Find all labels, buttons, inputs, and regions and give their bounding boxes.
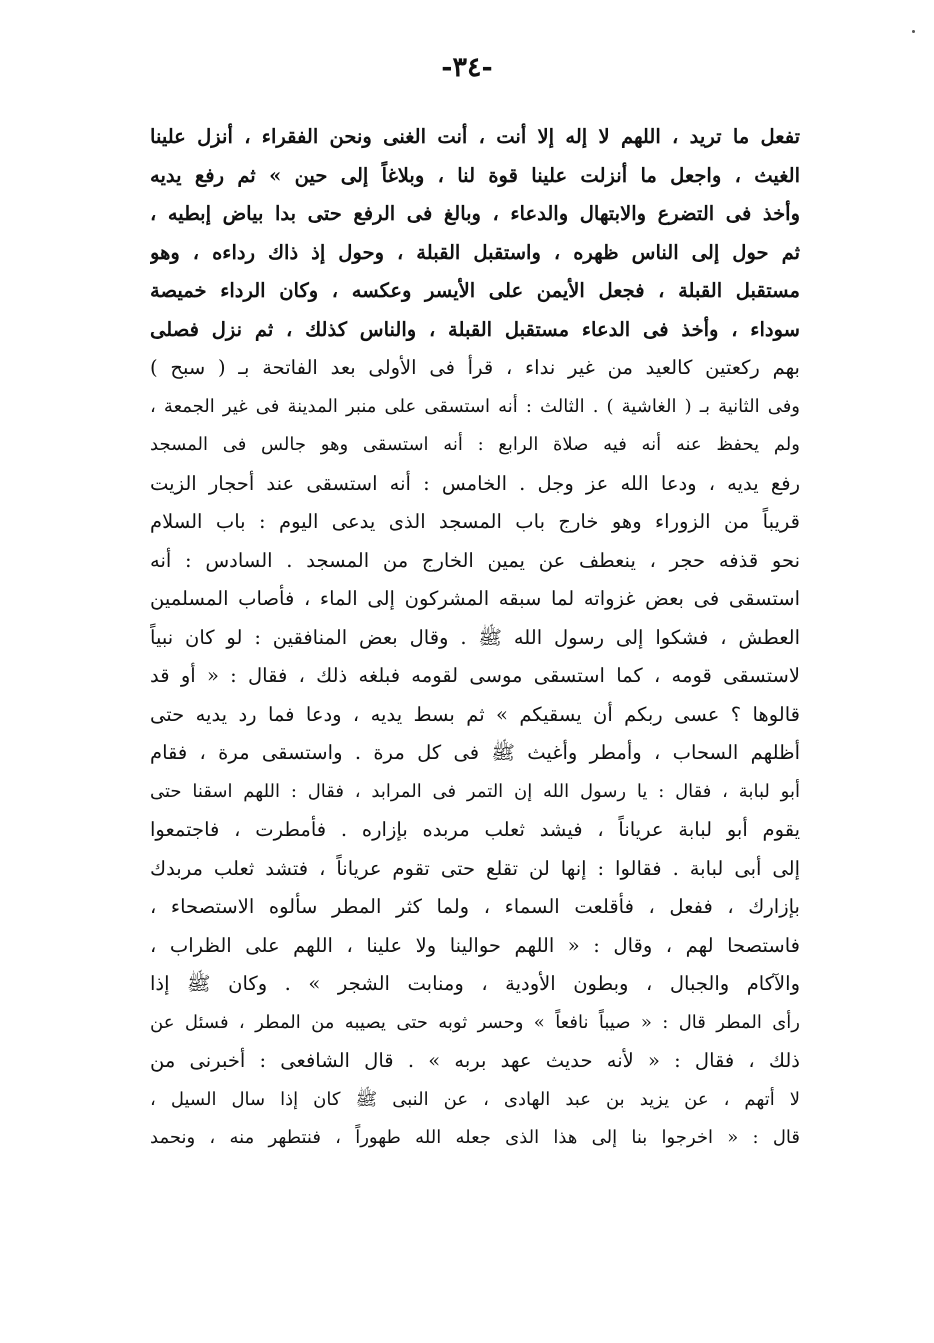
text-line: ثم حول إلى الناس ظهره ، واستقبل القبلة ، وحول إذ ذاك رداءه ، وهو bbox=[150, 240, 800, 264]
text-line: وفى الثانية بـ ( الغاشية ) . الثالث : أنه استسقى على منبر المدينة فى غير الجمعة ، bbox=[150, 395, 800, 417]
body-text bbox=[150, 118, 800, 1158]
text-line: استسقى فى بعض غزواته لما سبقه المشركون إلى الماء ، فأصاب المسلمين bbox=[150, 587, 800, 610]
text-line: أظلهم السحاب ، وأمطر وأغيث ﷺ فى كل مرة . واستسقى مرة ، فقام bbox=[150, 741, 800, 764]
text-line: لا أتهم ، عن يزيد بن عبد الهادى ، عن النبى ﷺ كان إذا سال السيل ، bbox=[150, 1088, 800, 1110]
text-line: سوداء ، وأخذ فى الدعاء مستقبل القبلة ، والناس كذلك ، ثم نزل فصلى bbox=[150, 317, 800, 341]
text-line: رفع يديه ، ودعا الله عز وجل . الخامس : أنه استسقى عند أحجار الزيت bbox=[150, 471, 800, 495]
text-line: قال : « اخرجوا بنا إلى هذا الذى جعله الله طهوراً ، فنتطهر منه ، ونحمد bbox=[150, 1127, 800, 1148]
text-line: وأخذ فى التضرع والابتهال والدعاء ، وبالغ فى الرفع حتى بدا بياض إبطيه ، bbox=[150, 202, 800, 225]
text-line: بإزارك ، ففعل ، فأقلعت السماء ، ولما كثر المطر سألوه الاستصحاء ، bbox=[150, 895, 800, 918]
page-number: -٣٤- bbox=[441, 52, 493, 83]
text-line: يقوم أبو لبابة عرياناً ، فيشد ثعلب مربده بإزاره . فأمطرت ، فاجتمعوا bbox=[150, 818, 800, 841]
scan-speck bbox=[912, 30, 915, 33]
text-line: تفعل ما تريد ، اللهم لا إله إلا أنت ، أنت الغنى ونحن الفقراء ، أنزل علينا bbox=[150, 125, 800, 148]
text-line: قريباً من الزوراء وهو خارج باب المسجد الذى يدعى اليوم : باب السلام bbox=[150, 510, 800, 533]
text-line: رأى المطر قال : « صيباً نافعاً » وحسر ثوبه حتى يصيبه من المطر ، فسئل عن bbox=[150, 1011, 800, 1033]
text-line: لاستسقى قومه ، كما استسقى موسى لقومه فبلغه ذلك ، فقال : « أو قد bbox=[150, 664, 800, 687]
text-line: ذلك ، فقال : « لأنه حديث عهد بربه » . قال الشافعى : أخبرنى من bbox=[150, 1049, 800, 1072]
text-line: مستقبل القبلة ، فجعل الأيمن على الأيسر وعكسه ، وكان الرداء خميصة bbox=[150, 279, 800, 302]
text-line: أبو لبابة ، فقال : يا رسول الله إن التمر فى المرابد ، فقال : اللهم اسقنا حتى bbox=[150, 780, 800, 802]
text-line: العطش ، فشكوا إلى رسول الله ﷺ . وقال بعض المنافقين : لو كان نبياً bbox=[150, 625, 800, 649]
text-line: قالوها ؟ عسى ربكم أن يسقيكم » ثم بسط يديه ، ودعا فما رد يديه حتى bbox=[150, 702, 800, 726]
text-line: نحو قذفه حجر ، ينعطف عن يمين الخارج من المسجد . السادس : أنه bbox=[150, 548, 800, 572]
text-line: إلى أبى لبابة . فقالوا : إنها لن تقلع حتى تقوم عرياناً ، فتشد ثعلب مربدك bbox=[150, 856, 800, 880]
text-line: فاستصحا لهم ، وقال : « اللهم حوالينا ولا علينا ، اللهم على الظراب ، bbox=[150, 933, 800, 957]
text-line: والآكام والجبال ، وبطون الأودية ، ومنابت الشجر » . وكان ﷺ إذا bbox=[150, 972, 800, 995]
text-line: ولم يحفظ عنه أنه فيه صلاة الرابع : أنه استسقى وهو جالس فى المسجد bbox=[150, 434, 800, 455]
text-line: الغيث ، واجعل ما أنزلت علينا قوة لنا ، وبلاغاً إلى حين » ثم رفع يديه bbox=[150, 163, 800, 187]
text-line: بهم ركعتين كالعيد من غير نداء ، قرأ فى الأولى بعد الفاتحة بـ ( سبح ) bbox=[150, 356, 800, 379]
